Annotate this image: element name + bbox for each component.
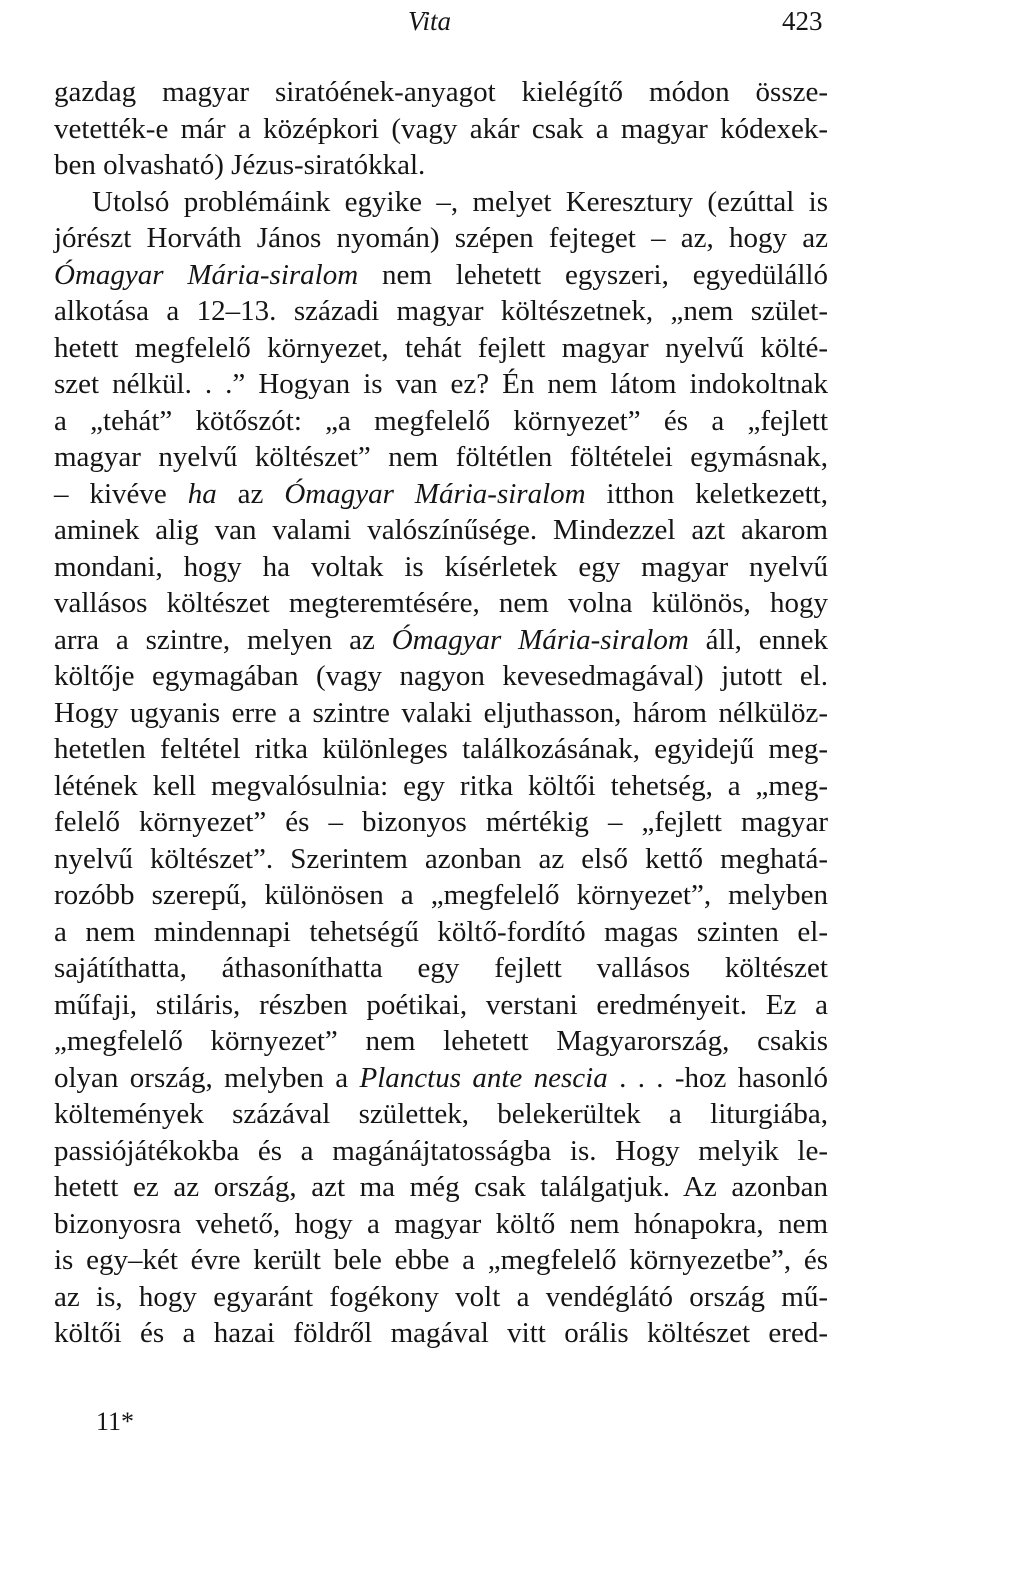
text-line [54, 1242, 828, 1279]
page-header [0, 4, 1024, 40]
text-line [54, 841, 828, 878]
italic-title: Ómagyar Mária-siralom [284, 477, 586, 510]
text-run: arra a szintre, melyen az [54, 623, 392, 656]
text-run: is egy–két évre került bele ebbe a „megfelelő környezetbe”, és [54, 1244, 828, 1276]
text-run: – kivéve [54, 477, 188, 510]
page-number: 423 [782, 6, 823, 36]
text-line [54, 1023, 828, 1060]
text-run: létének kell megvalósulnia: egy ritka költői tehetség, a „meg- [54, 769, 828, 802]
text-line [54, 293, 828, 330]
text-line [54, 1315, 828, 1352]
text-line [54, 257, 828, 294]
text-run: hetett megfelelő környezet, tehát fejlett magyar nyelvű költé- [54, 331, 828, 364]
text-line [54, 877, 828, 914]
text-line [54, 585, 828, 622]
text-line [54, 658, 828, 695]
text-line [54, 987, 828, 1024]
text-run: bizonyosra vehető, hogy a magyar költő nem hónapokra, nem [54, 1207, 828, 1240]
text-run: ben olvasható) Jézus-siratókkal. [54, 149, 426, 181]
italic-title: Ómagyar Mária-siralom [54, 258, 359, 291]
text-line [54, 1169, 828, 1206]
text-run: aminek alig van valami valószínűsége. Mindezzel azt akarom [54, 514, 828, 546]
text-line [54, 768, 828, 805]
text-line [54, 1060, 828, 1097]
text-line [54, 1133, 828, 1170]
text-run: nyelvű költészet”. Szerintem azonban az első kettő meghatá- [54, 842, 828, 875]
text-line [54, 731, 828, 768]
text-run: az is, hogy egyaránt fogékony volt a vendéglátó ország mű- [54, 1280, 828, 1313]
text-run: felelő környezet” és – bizonyos mértékig – „fejlett magyar [54, 806, 828, 838]
italic-title: Ómagyar Mária-siralom [391, 623, 689, 656]
text-line [54, 804, 828, 841]
text-line [54, 512, 828, 549]
text-line [54, 184, 828, 221]
text-run: alkotása a 12–13. századi magyar költészetnek, „nem szület- [54, 295, 828, 327]
text-run: költemények százával születtek, belekerültek a liturgiába, [54, 1098, 828, 1130]
text-run: gazdag magyar siratóének-anyagot kielégítő módon össze- [54, 76, 828, 108]
text-run: vetették-e már a középkori (vagy akár csak a magyar kódexek- [54, 112, 828, 145]
text-line [54, 366, 828, 403]
text-run: sajátíthatta, áthasoníthatta egy fejlett vallásos költészet [54, 952, 828, 984]
text-line [54, 1096, 828, 1133]
text-run: a nem mindennapi tehetségű költő-fordító magas szinten el- [54, 915, 828, 948]
text-run: Hogy ugyanis erre a szintre valaki eljuthasson, három nélkülöz- [54, 696, 828, 729]
text-line [54, 914, 828, 951]
running-title: Vita [408, 6, 451, 36]
signature-mark: 11* [96, 1407, 135, 1436]
text-run: az [216, 477, 285, 510]
text-run: hetetlen feltétel ritka különleges találkozásának, egyidejű meg- [54, 733, 828, 765]
text-line [54, 147, 828, 184]
text-run: jórészt Horváth János nyomán) szépen fejteget – az, hogy az [54, 222, 828, 254]
text-run: rozóbb szerepű, különösen a „megfelelő környezet”, melyben [54, 879, 828, 911]
text-line [54, 403, 828, 440]
text-line [54, 695, 828, 732]
text-line [54, 622, 828, 659]
text-run: . . . -hoz hasonló [607, 1061, 828, 1094]
text-line [54, 111, 828, 148]
text-line [54, 950, 828, 987]
text-run: passiójátékokba és a magánájtatosságba is. Hogy melyik le- [54, 1134, 828, 1167]
text-run: költői és a hazai földről magával vitt orális költészet ered- [54, 1317, 828, 1349]
italic-title: ha [187, 477, 217, 510]
text-run: nem lehetett egyszeri, egyedülálló [358, 258, 828, 291]
text-line [54, 220, 828, 257]
text-line [54, 74, 828, 111]
text-line [54, 1206, 828, 1243]
text-line [54, 549, 828, 586]
text-run: olyan ország, melyben a [54, 1061, 360, 1094]
text-line [54, 439, 828, 476]
text-run: áll, ennek [688, 623, 828, 656]
text-line [54, 330, 828, 367]
body-text [54, 74, 828, 1352]
text-run: vallásos költészet megteremtésére, nem volna különös, hogy [54, 587, 828, 619]
text-run: a „tehát” kötőszót: „a megfelelő környezet” és a „fejlett [54, 404, 828, 437]
text-run: szet nélkül. . .” Hogyan is van ez? Én nem látom indokoltnak [54, 368, 828, 400]
text-run: hetett ez az ország, azt ma még csak találgatjuk. Az azonban [54, 1171, 828, 1203]
text-line [54, 476, 828, 513]
text-run: „megfelelő környezet” nem lehetett Magyarország, csakis [54, 1025, 828, 1057]
text-run: itthon keletkezett, [585, 477, 828, 510]
text-line [54, 1279, 828, 1316]
text-run: mondani, hogy ha voltak is kísérletek egy magyar nyelvű [54, 550, 828, 583]
text-run: Utolsó problémáink egyike –, melyet Keresztury (ezúttal is [92, 185, 828, 218]
italic-title: Planctus ante nescia [359, 1061, 608, 1094]
text-run: műfaji, stiláris, részben poétikai, verstani eredményeit. Ez a [54, 988, 828, 1021]
text-run: költője egymagában (vagy nagyon kevesedmagával) jutott el. [54, 660, 828, 692]
text-run: magyar nyelvű költészet” nem föltétlen föltételei egymásnak, [54, 441, 828, 473]
